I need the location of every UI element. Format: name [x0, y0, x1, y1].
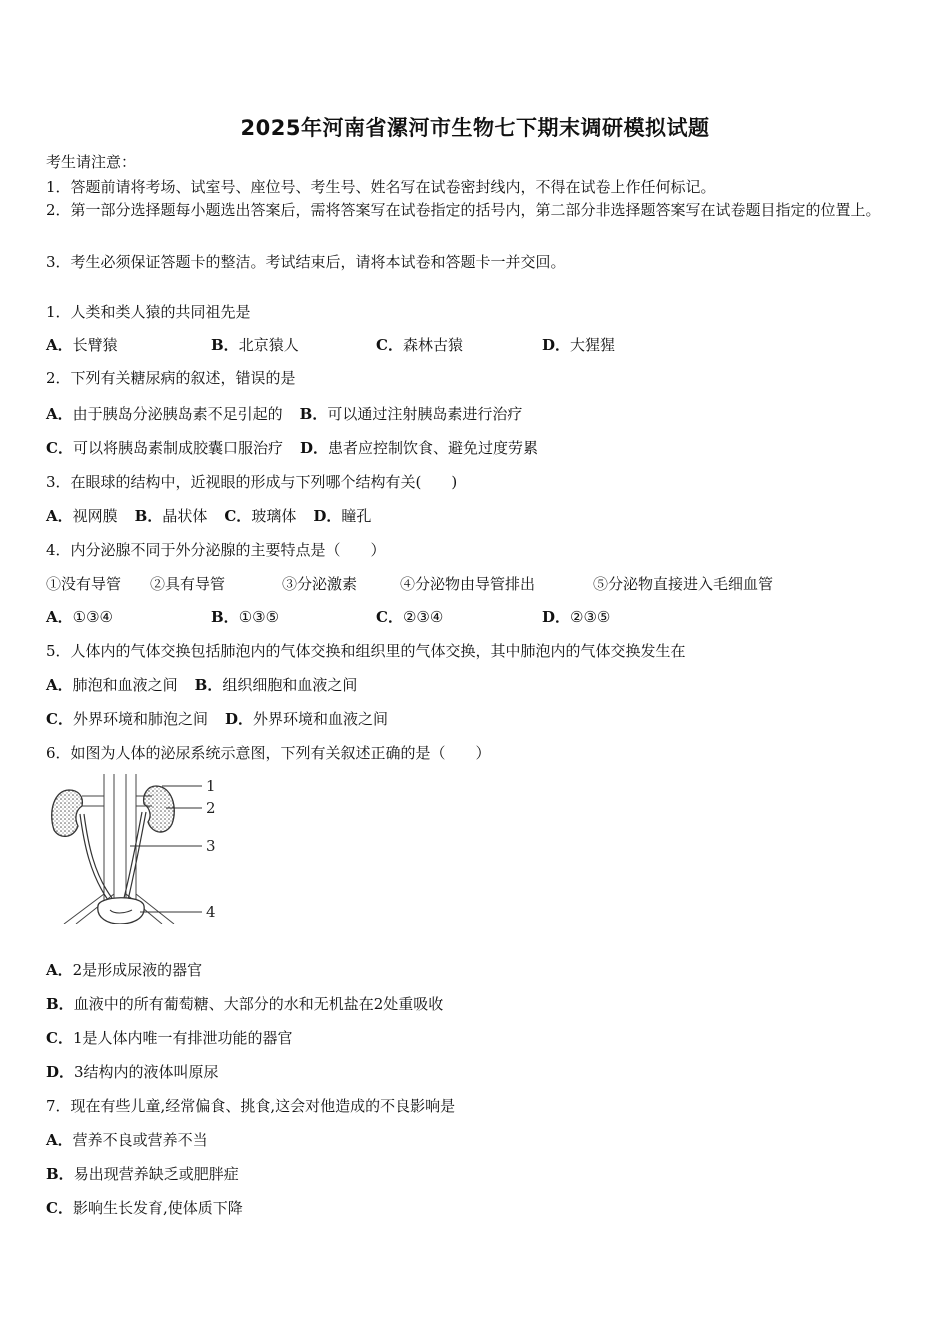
option-letter: B．	[211, 608, 239, 626]
option-letter: D．	[299, 439, 328, 457]
option-letter: B．	[46, 995, 74, 1013]
option-letter: A．	[46, 961, 73, 979]
option-text: 可以将胰岛素制成胶囊口服治疗	[72, 439, 283, 457]
option-letter: B．	[46, 1165, 74, 1183]
question-6-option-c	[46, 1028, 293, 1048]
right-kidney	[144, 786, 175, 832]
option-text: ①③⑤	[238, 608, 280, 626]
question-7-option-b	[46, 1164, 239, 1184]
question-5-stem: 5．人体内的气体交换包括肺泡内的气体交换和组织里的气体交换，其中肺泡内的气体交换发生在	[46, 642, 686, 660]
question-2-options-cd	[46, 438, 538, 458]
question-5-options-cd	[46, 709, 388, 729]
option-text: 由于胰岛分泌胰岛素不足引起的	[72, 405, 283, 423]
question-4-items	[46, 574, 773, 594]
option-letter: A．	[46, 608, 73, 626]
diagram-label-4: 4	[206, 903, 216, 921]
option-text: 长臂猿	[72, 336, 118, 354]
option-text: 瞳孔	[341, 507, 372, 525]
option-letter: C．	[46, 1029, 73, 1047]
right-ureter	[124, 812, 146, 900]
question-2-options-ab	[46, 404, 522, 424]
bladder	[98, 898, 144, 924]
option-letter: D．	[542, 608, 571, 626]
diagram-label-2: 2	[206, 799, 216, 817]
statement-item: ①没有导管	[46, 575, 122, 593]
notice-item-1: 1．答题前请将考场、试室号、座位号、考生号、姓名写在试卷密封线内，不得在试卷上作任何标记。	[46, 178, 716, 196]
statement-item: ③分泌激素	[282, 575, 358, 593]
option-letter: A．	[46, 336, 73, 354]
option-text: 玻璃体	[251, 507, 297, 525]
page-title: 2025年河南省漯河市生物七下期末调研模拟试题	[240, 116, 710, 140]
question-7-option-c	[46, 1198, 243, 1218]
diagram-label-1: 1	[206, 777, 216, 795]
option-letter: A．	[46, 676, 73, 694]
option-letter: C．	[46, 710, 73, 728]
question-2-stem: 2．下列有关糖尿病的叙述，错误的是	[46, 369, 296, 387]
notice-item-2: 2．第一部分选择题每小题选出答案后，需将答案写在试卷指定的括号内，第二部分非选择题答案写在试卷题目指定的位置上。	[46, 201, 881, 219]
question-3-options	[46, 506, 371, 526]
option-text: 肺泡和血液之间	[72, 676, 178, 694]
option-text: 视网膜	[72, 507, 118, 525]
option-text: 2是形成尿液的器官	[72, 961, 203, 979]
statement-item: ②具有导管	[150, 575, 226, 593]
option-letter: C．	[224, 507, 252, 525]
notice-heading: 考生请注意：	[46, 153, 137, 171]
question-6-option-d	[46, 1062, 219, 1082]
option-text: 血液中的所有葡萄糖、大部分的水和无机盐在2处重吸收	[73, 995, 444, 1013]
left-kidney	[52, 790, 83, 836]
option-letter: B．	[194, 676, 223, 694]
option-text: 易出现营养缺乏或肥胖症	[73, 1165, 239, 1183]
question-5-options-ab	[46, 675, 357, 695]
option-text: 1是人体内唯一有排泄功能的器官	[72, 1029, 293, 1047]
urinary-system-diagram	[44, 774, 234, 924]
option-letter: C．	[46, 1199, 73, 1217]
option-letter: B．	[134, 507, 163, 525]
option-text: 外界环境和肺泡之间	[72, 710, 208, 728]
question-6-stem: 6．如图为人体的泌尿系统示意图，下列有关叙述正确的是（ ）	[46, 744, 491, 762]
option-text: 营养不良或营养不当	[72, 1131, 208, 1149]
option-text: 患者应控制饮食、避免过度劳累	[327, 439, 538, 457]
option-letter: D．	[313, 507, 342, 525]
renal-vessels	[82, 796, 152, 806]
option-text: 森林古猿	[402, 336, 463, 354]
option-letter: A．	[46, 507, 73, 525]
question-4-options	[46, 607, 610, 627]
question-1-options	[46, 335, 615, 355]
option-letter: C．	[46, 439, 73, 457]
notice-item-3: 3．考生必须保证答题卡的整洁。考试结束后，请将本试卷和答题卡一并交回。	[46, 253, 566, 271]
option-text: 外界环境和血液之间	[252, 710, 388, 728]
option-text: 大猩猩	[570, 336, 616, 354]
option-letter: D．	[224, 710, 253, 728]
option-letter: D．	[542, 336, 571, 354]
question-7-option-a	[46, 1130, 208, 1150]
question-3-stem: 3．在眼球的结构中，近视眼的形成与下列哪个结构有关( )	[46, 473, 458, 491]
option-text: ②③④	[402, 608, 444, 626]
option-letter: A．	[46, 1131, 73, 1149]
statement-item: ⑤分泌物直接进入毛细血管	[593, 575, 774, 593]
question-6-option-a	[46, 960, 202, 980]
option-letter: B．	[211, 336, 239, 354]
option-text: 影响生长发育,使体质下降	[72, 1199, 243, 1217]
option-text: 3结构内的液体叫原尿	[74, 1063, 219, 1081]
question-6-option-b	[46, 994, 443, 1014]
option-letter: B．	[299, 405, 328, 423]
option-letter: A．	[46, 405, 73, 423]
option-text: ①③④	[72, 608, 113, 626]
statement-item: ④分泌物由导管排出	[400, 575, 536, 593]
option-text: 北京猿人	[238, 336, 299, 354]
question-4-stem: 4．内分泌腺不同于外分泌腺的主要特点是（ ）	[46, 541, 386, 559]
diagram-label-3: 3	[206, 837, 216, 855]
option-letter: C．	[376, 608, 403, 626]
left-ureter	[80, 814, 112, 900]
question-7-stem: 7．现在有些儿童,经常偏食、挑食,这会对他造成的不良影响是	[46, 1097, 456, 1115]
option-text: 可以通过注射胰岛素进行治疗	[327, 405, 523, 423]
option-text: 晶状体	[162, 507, 208, 525]
option-letter: D．	[46, 1063, 75, 1081]
question-1-stem: 1．人类和类人猿的共同祖先是	[46, 303, 251, 321]
option-text: 组织细胞和血液之间	[222, 676, 358, 694]
option-letter: C．	[376, 336, 403, 354]
option-text: ②③⑤	[570, 608, 611, 626]
